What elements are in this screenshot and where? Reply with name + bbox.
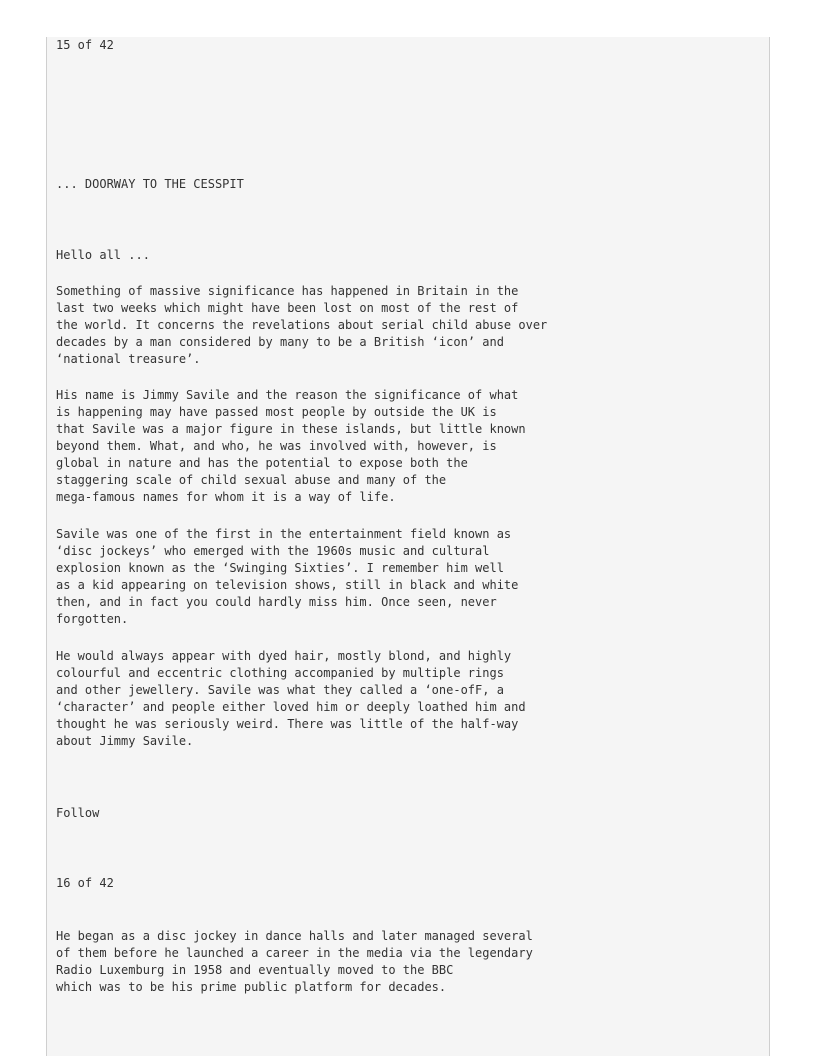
- paragraph-line: His name is Jimmy Savile and the reason the significance of what: [56, 388, 519, 402]
- paragraph-line: then, and in fact you could hardly miss him. Once seen, never: [56, 595, 497, 609]
- paragraph-line: decades by a man considered by many to be a British ‘icon’ and: [56, 335, 504, 349]
- paragraph-line: which was to be his prime public platform for decades.: [56, 980, 447, 994]
- paragraph-line: beyond them. What, and who, he was involved with, however, is: [56, 439, 497, 453]
- paragraph-line: about Jimmy Savile.: [56, 734, 194, 748]
- paragraph-line: explosion known as the ‘Swinging Sixties’. I remember him well: [56, 561, 504, 575]
- paragraph-line: mega-famous names for whom it is a way of life.: [56, 490, 396, 504]
- paragraph-line: thought he was seriously weird. There was little of the half-way: [56, 717, 519, 731]
- paragraph-line: is happening may have passed most people by outside the UK is: [56, 405, 497, 419]
- paragraph-line: Radio Luxemburg in 1958 and eventually moved to the BBC: [56, 963, 454, 977]
- paragraph-line: as a kid appearing on television shows, still in black and white: [56, 578, 519, 592]
- paragraph-line: global in nature and has the potential to expose both the: [56, 456, 468, 470]
- follow-link[interactable]: Follow: [56, 806, 100, 820]
- paragraph-line: staggering scale of child sexual abuse and many of the: [56, 473, 447, 487]
- paragraph-line: forgotten.: [56, 612, 129, 626]
- paragraph-line: ‘national treasure’.: [56, 352, 201, 366]
- paragraph-line: Something of massive significance has happened in Britain in the: [56, 284, 519, 298]
- article-heading: ... DOORWAY TO THE CESSPIT: [56, 177, 244, 191]
- paragraph-line: ‘disc jockeys’ who emerged with the 1960s music and cultural: [56, 544, 490, 558]
- greeting: Hello all ...: [56, 248, 150, 262]
- document-page: [46, 37, 770, 1056]
- paragraph-line: He would always appear with dyed hair, mostly blond, and highly: [56, 649, 512, 663]
- paragraph-line: last two weeks which might have been lost on most of the rest of: [56, 301, 519, 315]
- paragraph-line: colourful and eccentric clothing accompanied by multiple rings: [56, 666, 504, 680]
- page-marker-bottom: 16 of 42: [56, 876, 114, 890]
- paragraph-line: of them before he launched a career in the media via the legendary: [56, 946, 533, 960]
- paragraph-line: and other jewellery. Savile was what they called a ‘one-ofF, a: [56, 683, 504, 697]
- page-marker-top: 15 of 42: [56, 38, 114, 52]
- paragraph-line: Savile was one of the first in the entertainment field known as: [56, 527, 512, 541]
- paragraph-line: He began as a disc jockey in dance halls and later managed several: [56, 929, 533, 943]
- paragraph-line: ‘character’ and people either loved him or deeply loathed him and: [56, 700, 526, 714]
- paragraph-line: the world. It concerns the revelations about serial child abuse over: [56, 318, 548, 332]
- paragraph-line: that Savile was a major figure in these islands, but little known: [56, 422, 526, 436]
